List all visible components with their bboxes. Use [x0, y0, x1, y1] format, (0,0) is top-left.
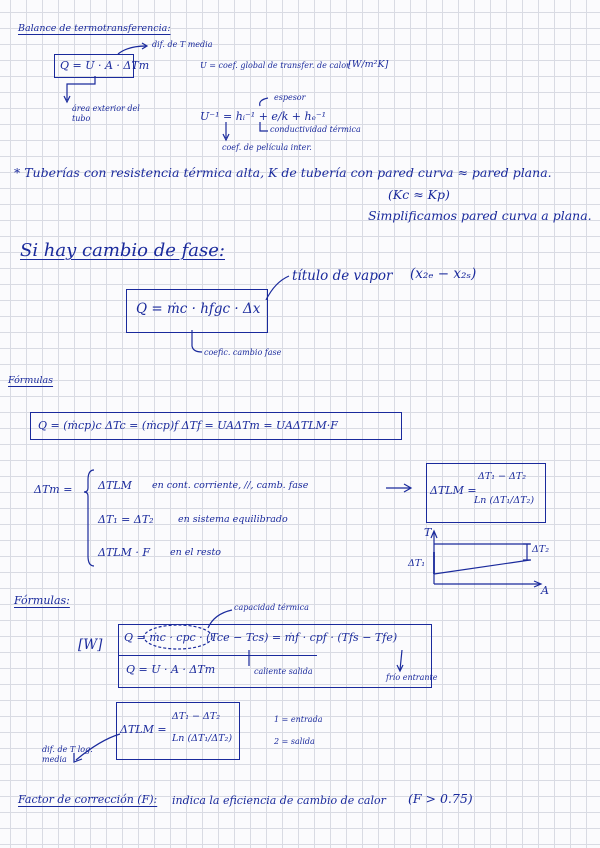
note-titulo-vapor: título de vapor — [292, 268, 393, 284]
note-dif-t-media: dif. de T media — [152, 40, 213, 49]
note-conductividad: conductividad térmica — [270, 125, 361, 134]
note-espesor: espesor — [274, 93, 306, 102]
case3-expr: ΔTLM · F — [98, 546, 150, 559]
dtm-label: ΔTm = — [34, 483, 73, 496]
lmtd1-den: Ln (ΔT₁/ΔT₂) — [474, 495, 535, 506]
graph-dt2-bar — [523, 544, 531, 560]
note-capacidad-termica: capacidad térmica — [234, 603, 309, 612]
formula-general: Q = (ṁcp)c ΔTc = (ṁcp)f ΔTf = UAΔTm = UAΔTLM·F — [38, 419, 338, 432]
legend-salida: 2 = salida — [274, 737, 315, 746]
formula-u-inverse: U⁻¹ = hᵢ⁻¹ + e/k + hₑ⁻¹ — [200, 110, 327, 123]
arrow-titulo-vapor — [266, 276, 289, 300]
graph-dt2: ΔT₂ — [532, 544, 550, 555]
remark-tuberias: * Tuberías con resistencia térmica alta, K de tubería con pared curva ≈ pared plana. — [14, 165, 552, 180]
legend-entrada: 1 = entrada — [274, 715, 323, 724]
note-area-exterior: área exterior del tubo — [72, 104, 140, 123]
lmtd2-num: ΔT₁ − ΔT₂ — [172, 711, 221, 722]
arrow-area — [67, 76, 95, 100]
arrow-capacidad — [208, 610, 232, 628]
graph-dt1: ΔT₁ — [408, 558, 426, 569]
arrow-head-dif-log — [74, 753, 82, 762]
remark-k: (Kc ≈ Kp) — [388, 187, 450, 202]
case2-text: en sistema equilibrado — [178, 514, 288, 525]
arrow-conductividad — [260, 122, 268, 131]
graph-line-diag — [434, 560, 530, 574]
note-u-definition: U = coef. global de transfer. de calor — [200, 61, 350, 70]
remark-simplify: Simplificamos pared curva a plana. — [368, 208, 592, 223]
arrow-espesor — [260, 98, 268, 106]
brace-dtm — [84, 470, 94, 566]
note-caliente-salida: caliente salida — [254, 667, 313, 676]
lmtd2-lhs: ΔTLM = — [120, 723, 167, 736]
lmtd1-lhs: ΔTLM = — [430, 484, 477, 497]
section-title-cambio-fase: Si hay cambio de fase: — [20, 240, 225, 261]
cloud-capacidad — [144, 625, 212, 649]
section-title-formulas-1: Fórmulas — [8, 375, 54, 386]
section-title-balance: Balance de termotransferencia: — [18, 23, 171, 34]
formula-cambio-fase: Q = ṁc · hfgc · Δx — [136, 301, 261, 317]
arrow-dif-media — [118, 46, 146, 54]
units-w-m2k: [W/m²K] — [348, 59, 389, 70]
case2-expr: ΔT₁ = ΔT₂ — [98, 513, 154, 526]
titulo-expr: (x₂ₑ − x₂ₛ) — [410, 266, 477, 282]
note-dif-t-log: dif. de T log. media — [42, 745, 93, 764]
case1-text: en cont. corriente, //, camb. fase — [152, 480, 309, 491]
units-w: [W] — [78, 637, 103, 653]
case1-expr: ΔTLM — [98, 479, 132, 492]
formula-balance: Q = U · A · ΔTm — [60, 59, 150, 72]
lmtd2-den: Ln (ΔT₁/ΔT₂) — [172, 733, 233, 744]
note-frio-entrante: frío entrante — [386, 673, 438, 682]
factor-condition: (F > 0.75) — [408, 791, 473, 806]
section-title-factor: Factor de corrección (F): — [18, 793, 158, 806]
factor-text: indica la eficiencia de cambio de calor — [172, 794, 386, 807]
graph-axis-a: A — [541, 584, 549, 597]
graph-axis-t: T — [424, 526, 432, 539]
arrow-dif-log — [76, 734, 120, 760]
note-coef-cambio-fase: coefic. cambio fase — [204, 348, 282, 357]
note-pelicula: coef. de película inter. — [222, 143, 312, 152]
hook-coef — [192, 330, 202, 352]
section-title-formulas-2: Fórmulas: — [14, 594, 70, 607]
formula-uadtm: Q = U · A · ΔTm — [126, 663, 216, 676]
formula-energia: Q = ṁc · cpc · (Tce − Tcs) = ṁf · cpf · (Tfs − Tfe) — [124, 631, 398, 644]
case3-text: en el resto — [170, 547, 222, 558]
lmtd1-num: ΔT₁ − ΔT₂ — [478, 471, 527, 482]
